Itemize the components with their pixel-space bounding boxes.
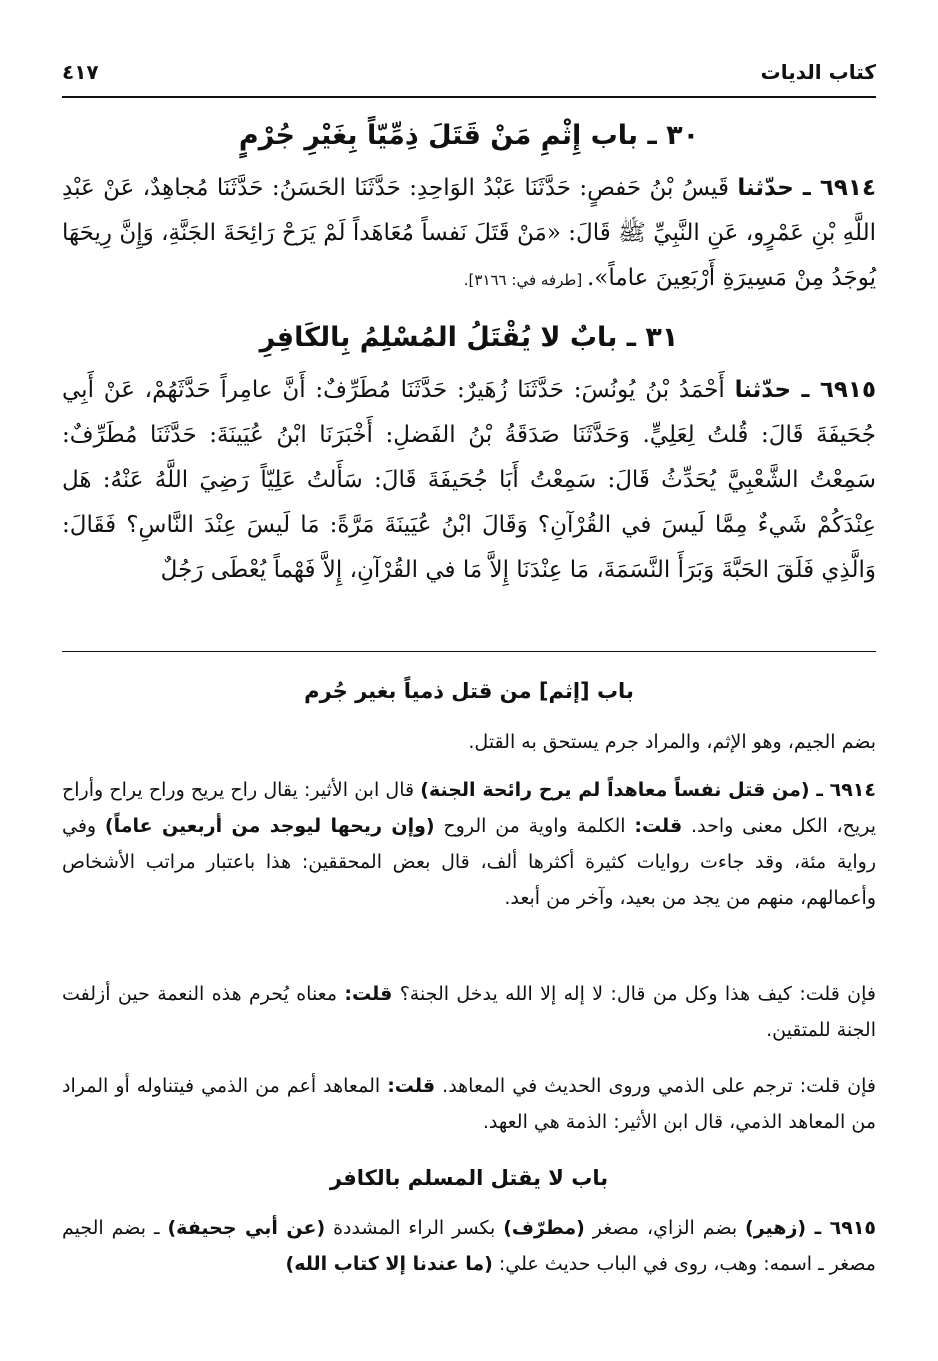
commentary-text: قال ابن الأثير: يقال راح يريح وراح يراح وأراح يريح، الكل معنى واحد. bbox=[62, 779, 876, 837]
hadith-number: ٦٩١٤ ـ bbox=[809, 779, 876, 801]
chapter-31-heading: ٣١ ـ بابٌ لا يُقْتَلُ المُسْلِمُ بِالكَافِرِ bbox=[259, 322, 679, 353]
hadith-6914 bbox=[62, 166, 876, 303]
chapter-30-heading: ٣٠ ـ باب إِثْمِ مَنْ قَتَلَ ذِمِّيّاً بِغَيْرِ جُرْمٍ bbox=[238, 120, 700, 151]
quoted-text: (عن أبي جحيفة) bbox=[167, 1217, 326, 1239]
quoted-text: (ما عندنا إلا كتاب الله) bbox=[285, 1253, 493, 1275]
quoted-text: (من قتل نفساً معاهداً لم يرح رائحة الجنة) bbox=[420, 779, 810, 801]
commentary-paragraph bbox=[62, 724, 876, 760]
commentary-text: المعاهد أعم من الذمي فيتناوله أو المراد من المعاهد الذمي، قال ابن الأثير: الذمة هي العهد. bbox=[62, 1075, 876, 1133]
commentary-heading-1: باب [إثم] من قتل ذمياً بغير جُرم bbox=[304, 679, 634, 703]
page-number: ٤١٧ bbox=[62, 60, 99, 84]
quoted-text: (وإن ريحها ليوجد من أربعين عاماً) bbox=[104, 815, 435, 837]
commentary-paragraph bbox=[62, 772, 876, 916]
footnote-divider bbox=[62, 651, 876, 652]
commentary-text: فإن قلت: كيف هذا وكل من قال: لا إله إلا الله يدخل الجنة؟ bbox=[392, 983, 876, 1005]
hadith-number: ٦٩١٥ ـ حدّثنا bbox=[734, 377, 876, 403]
hadith-text: قَيسُ بْنُ حَفصٍ: حَدَّثَنَا عَبْدُ الوَاحِدِ: حَدَّثَنَا الحَسَنُ: حَدَّثَنَا مُجاهِدٌ، عَنْ عَبْدِ اللَّهِ بْنِ عَمْرٍو، عَنِ النَّبِيِّ ﷺ قَالَ: «مَنْ قَتَلَ نَفساً مُعَاهَداً لَمْ يَرَحْ رَائِحَةَ الجَنَّةِ، وَإِنَّ رِيحَهَا يُوجَدُ مِنْ مَسِيرَةِ أَرْبَعِينَ عاماً». bbox=[62, 175, 876, 291]
commentary-paragraph bbox=[62, 1210, 876, 1282]
commentary-text: فإن قلت: ترجم على الذمي وروى الحديث في المعاهد. bbox=[435, 1075, 876, 1097]
hadith-number: ٦٩١٥ ـ bbox=[806, 1217, 877, 1239]
qult-label: قلت: bbox=[387, 1075, 436, 1097]
commentary-text: بكسر الراء المشددة bbox=[325, 1217, 504, 1239]
commentary-text: ـ بضم الجيم مصغر ـ اسمه: وهب، روى في الباب حديث علي: bbox=[62, 1217, 876, 1275]
commentary-text: وفي رواية مئة، وقد جاءت روايات كثيرة أكثرها ألف، قال بعض المحققين: هذا باعتبار مراتب الأشخاص وأعمالهم، منهم من يجد من بعيد، وآخر من أبعد. bbox=[62, 815, 876, 909]
commentary-text: الكلمة واوية من الروح bbox=[434, 815, 635, 837]
cross-reference: [طرفه في: ٣١٦٦]. bbox=[463, 271, 587, 289]
hadith-6915 bbox=[62, 368, 876, 593]
qult-label: قلت: bbox=[344, 983, 393, 1005]
commentary-paragraph bbox=[62, 1068, 876, 1140]
commentary-paragraph bbox=[62, 976, 876, 1048]
commentary-text: معناه يُحرم هذه النعمة حين أزلفت الجنة للمتقين. bbox=[62, 983, 876, 1041]
commentary-heading-2: باب لا يقتل المسلم بالكافر bbox=[329, 1166, 609, 1190]
running-title: كتاب الديات bbox=[760, 60, 876, 84]
commentary-text: بضم الزاي، مصغر bbox=[584, 1217, 746, 1239]
quoted-text: (زهير) bbox=[745, 1217, 807, 1239]
hadith-number: ٦٩١٤ ـ حدّثنا bbox=[737, 175, 876, 201]
qult-label: قلت: bbox=[634, 815, 683, 837]
commentary-text: بضم الجيم، وهو الإثم، والمراد جرم يستحق به القتل. bbox=[468, 731, 876, 753]
quoted-text: (مطرّف) bbox=[503, 1217, 585, 1239]
page-header bbox=[62, 58, 876, 98]
hadith-text: أَحْمَدُ بْنُ يُونُسَ: حَدَّثَنَا زُهَيرٌ: حَدَّثَنَا مُطَرِّفٌ: أَنَّ عامِراً حَدَّثَهُمْ، عَنْ أَبِي جُحَيفَةَ قَالَ: قُلتُ لِعَلِيٍّ. وَحَدَّثَنَا صَدَقَةُ بْنُ الفَضلِ: أَخْبَرَنَا ابْنُ عُيَينَةَ: حَدَّثَنَا مُطَرِّفٌ: سَمِعْتُ الشَّعْبِيَّ يُحَدِّثُ قَالَ: سَمِعْتُ أَبَا جُحَيفَةَ قَالَ: سَأَلتُ عَلِيّاً رَضِيَ اللَّهُ عَنْهُ: هَل عِنْدَكُمْ شَيءٌ مِمَّا لَيسَ في القُرْآنِ؟ وَقَالَ ابْنُ عُيَينَةَ مَرَّةً: مَا لَيسَ عِنْدَ النَّاسِ؟ فَقَالَ: وَالَّذِي فَلَقَ الحَبَّةَ وَبَرَأَ النَّسَمَةَ، مَا عِنْدَنَا إِلاَّ مَا في القُرْآنِ، إِلاَّ فَهْماً يُعْطَى رَجُلٌ bbox=[62, 377, 876, 583]
